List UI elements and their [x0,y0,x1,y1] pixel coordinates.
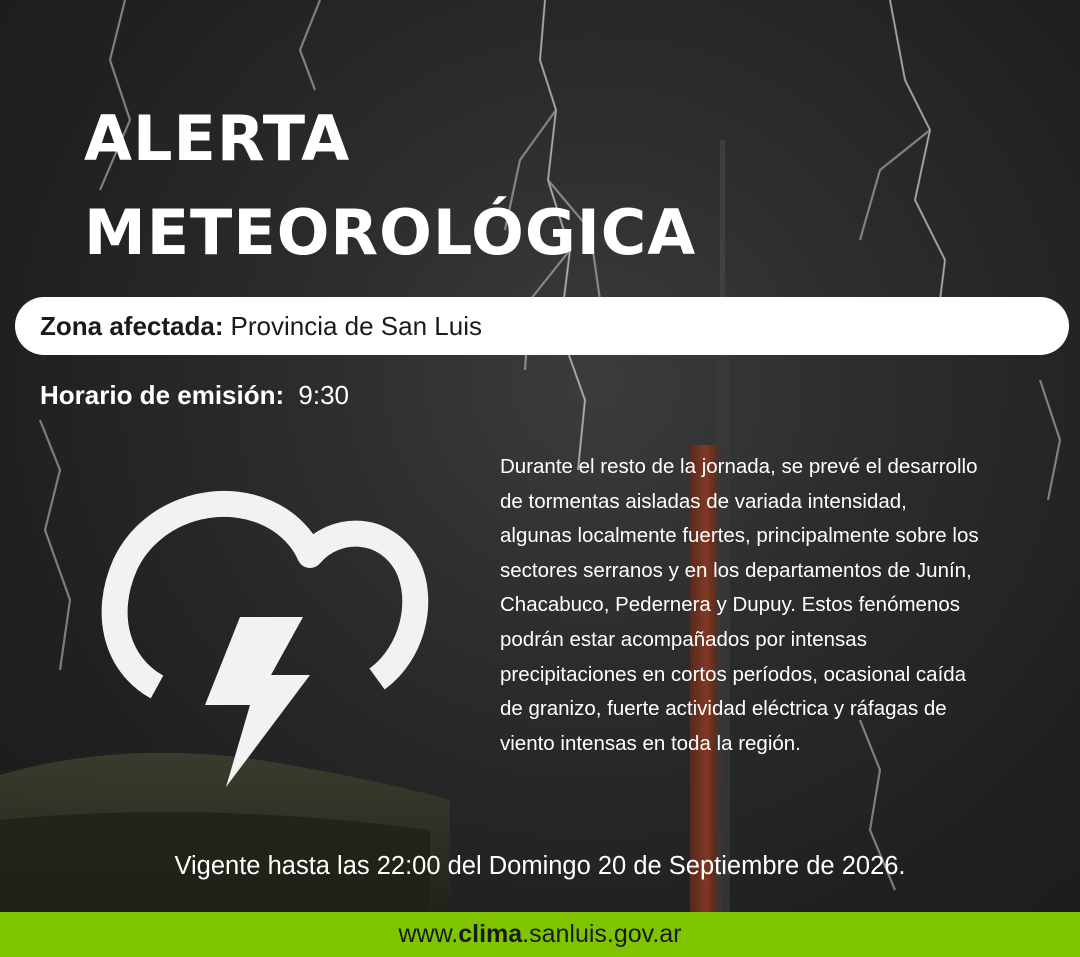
validity-notice: Vigente hasta las 22:00 del Domingo 20 de Septiembre de 2026. [174,852,906,880]
website-prefix: www. [398,920,459,948]
emission-time-value: 9:30 [298,380,349,410]
affected-zone-banner [15,297,1069,355]
emission-time-label: Horario de emisión: [40,380,285,410]
alert-description: Durante el resto de la jornada, se prevé el desarrollo de tormentas aisladas de variada intensidad, algunas localmente fuertes, principalmente sobre los sectores serranos y en los departamentos de Junín, Chacabuco, Pedernera y Dupuy. Estos fenómenos podrán estar acompañados por intensas precipitaciones en cortos períodos, ocasional caída de granizo, fuerte actividad eléctrica y ráfagas de viento intensas en toda la región. [500,455,979,755]
alert-title [84,92,696,280]
website-footer[interactable] [0,912,1080,957]
affected-zone-label: Zona afectada: [40,310,224,341]
affected-zone-value: Provincia de San Luis [230,310,482,341]
website-brand: clima [458,920,523,948]
website-domain: .sanluis.gov.ar [522,920,682,948]
storm-cloud-lightning-icon [95,465,435,795]
emission-time [40,380,349,411]
alert-title-line-2: METEOROLÓGICA [84,196,697,269]
alert-title-line-1: ALERTA [84,102,351,175]
